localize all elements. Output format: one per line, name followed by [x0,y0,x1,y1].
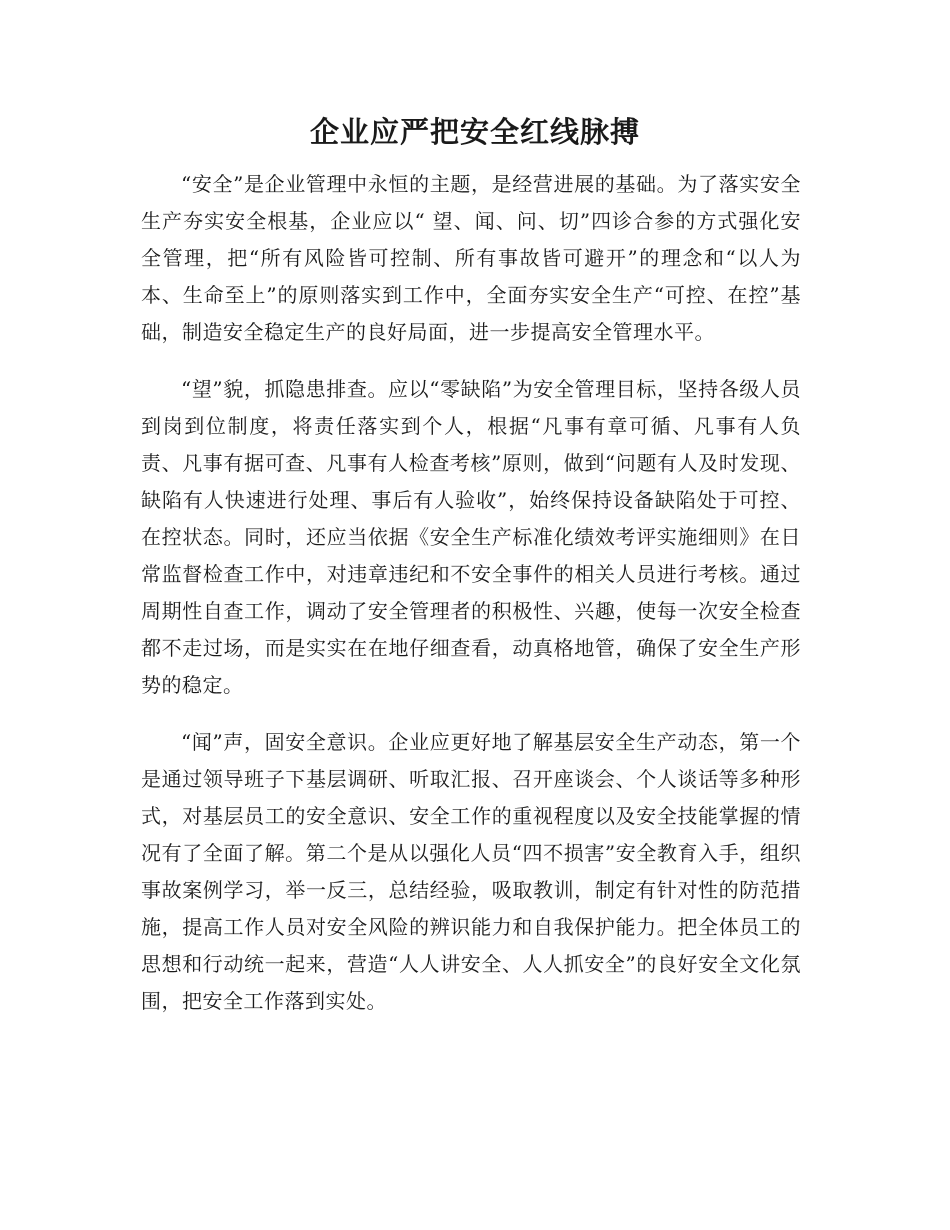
paragraph-wang: “望”貌，抓隐患排查。应以“零缺陷”为安全管理目标，坚持各级人员到岗到位制度，将责任落实到个人，根据“凡事有章可循、凡事有人负责、凡事有据可查、凡事有人检查考核”原则，做到“问题有人及时发现、缺陷有人快速进行处理、事后有人验收”，始终保持设备缺陷处于可控、在控状态。同时，还应当依据《安全生产标准化绩效考评实施细则》在日常监督检查工作中，对违章违纪和不安全事件的相关人员进行考核。通过周期性自查工作，调动了安全管理者的积极性、兴趣，使每一次安全检查都不走过场，而是实实在在地仔细查看，动真格地管，确保了安全生产形势的稳定。 [141,377,801,697]
paragraph-wen: “闻”声，固安全意识。企业应更好地了解基层安全生产动态，第一个是通过领导班子下基层调研、听取汇报、召开座谈会、个人谈话等多种形式，对基层员工的安全意识、安全工作的重视程度以及安全技能掌握的情况有了全面了解。第二个是从以强化人员“四不损害”安全教育入手，组织事故案例学习，举一反三，总结经验，吸取教训，制定有针对性的防范措施，提高工作人员对安全风险的辨识能力和自我保护能力。把全体员工的思想和行动统一起来，营造“人人讲安全、人人抓安全”的良好安全文化氛围，把安全工作落到实处。 [141,730,801,1013]
page-title: 企业应严把安全红线脉搏 [309,115,640,149]
document-body [141,166,801,1040]
paragraph-intro: “安全”是企业管理中永恒的主题，是经营进展的基础。为了落实安全生产夯实安全根基，企业应以“ 望、闻、问、切”四诊合参的方式强化安全管理，把“所有风险皆可控制、所有事故皆可避开”的理念和“以人为本、生命至上”的原则落实到工作中，全面夯实安全生产“可控、在控”基础，制造安全稳定生产的良好局面，进一步提高安全管理水平。 [141,172,801,344]
